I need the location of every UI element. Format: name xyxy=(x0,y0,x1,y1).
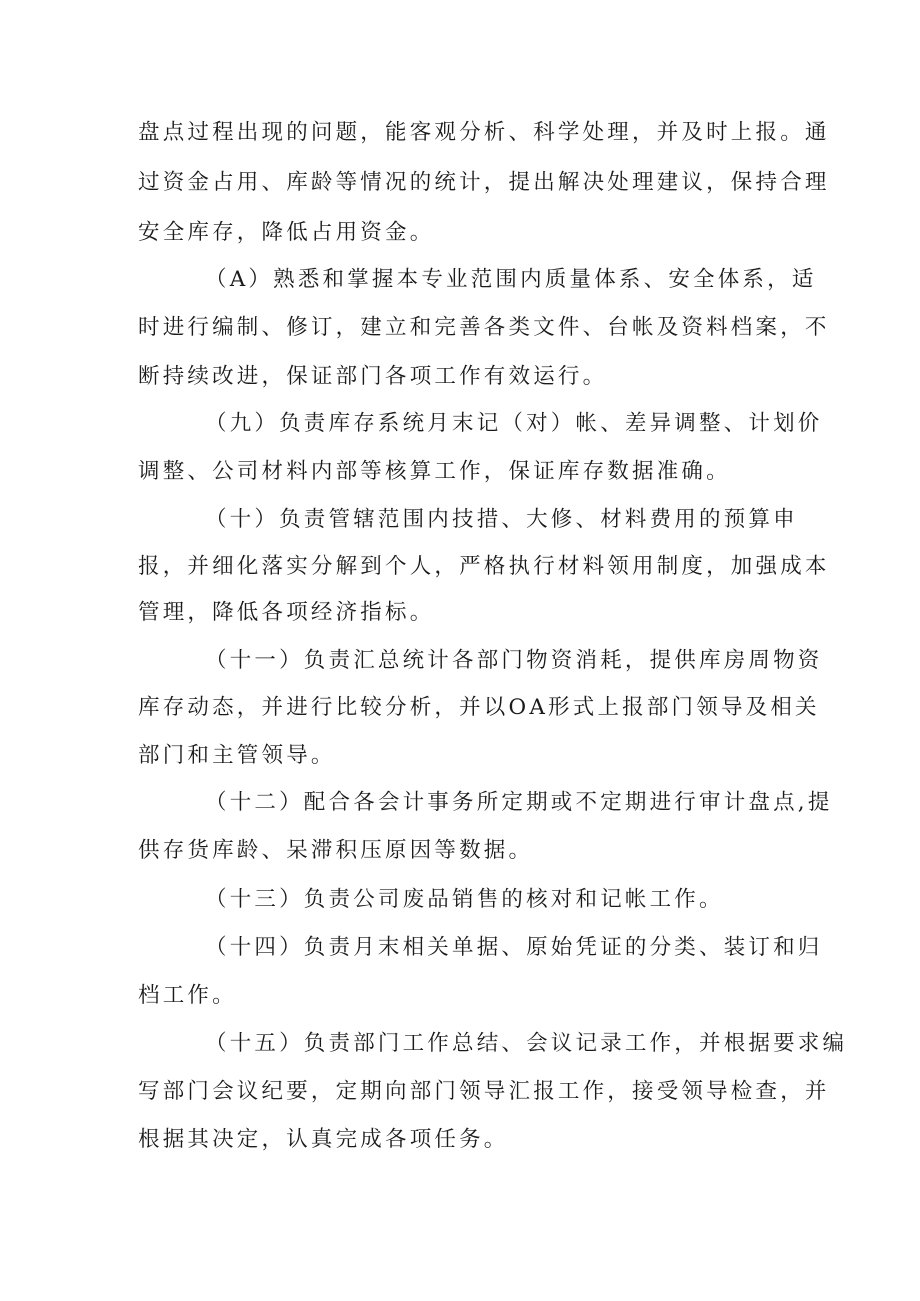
paragraph-line: （十二）配合各会计事务所定期或不定期进行审计盘点,提 xyxy=(205,790,833,815)
paragraph-line: （十）负责管辖范围内技措、大修、材料费用的预算申 xyxy=(205,507,798,532)
paragraph-line: （十三）负责公司废品销售的核对和记帐工作。 xyxy=(205,887,724,912)
paragraph-line: （A）熟悉和掌握本专业范围内质量体系、安全体系，适 xyxy=(205,267,817,292)
paragraph-line: 安全库存，降低占用资金。 xyxy=(138,220,435,245)
paragraph-line: 库存动态，并进行比较分析，并以OA形式上报部门领导及相关 xyxy=(138,695,820,720)
paragraph-line: 管理，降低各项经济指标。 xyxy=(138,600,435,625)
paragraph-line: 断持续改进，保证部门各项工作有效运行。 xyxy=(138,364,608,389)
paragraph-line: 报，并细化落实分解到个人，严格执行材料领用制度，加强成本 xyxy=(138,554,830,579)
paragraph-line: （十四）负责月末相关单据、原始凭证的分类、装订和归 xyxy=(205,935,823,960)
paragraph-line: （十一）负责汇总统计各部门物资消耗，提供库房周物资 xyxy=(205,648,823,673)
paragraph-line: 时进行编制、修订，建立和完善各类文件、台帐及资料档案，不 xyxy=(138,315,830,340)
paragraph-line: 过资金占用、库龄等情况的统计，提出解决处理建议，保持合理 xyxy=(138,170,830,195)
paragraph-line: 档工作。 xyxy=(138,983,237,1008)
paragraph-line: （九）负责库存系统月末记（对）帐、差异调整、计划价 xyxy=(205,411,823,436)
paragraph-line: 盘点过程出现的问题，能客观分析、科学处理，并及时上报。通 xyxy=(138,120,830,145)
paragraph-line: 写部门会议纪要，定期向部门领导汇报工作，接受领导检查，并 xyxy=(138,1079,830,1104)
paragraph-line: 供存货库龄、呆滞积压原因等数据。 xyxy=(138,838,534,863)
paragraph-line: 根据其决定，认真完成各项任务。 xyxy=(138,1127,509,1152)
paragraph-line: 部门和主管领导。 xyxy=(138,743,336,768)
paragraph-line: 调整、公司材料内部等核算工作，保证库存数据准确。 xyxy=(138,459,731,484)
paragraph-line: （十五）负责部门工作总结、会议记录工作，并根据要求编 xyxy=(205,1031,848,1056)
